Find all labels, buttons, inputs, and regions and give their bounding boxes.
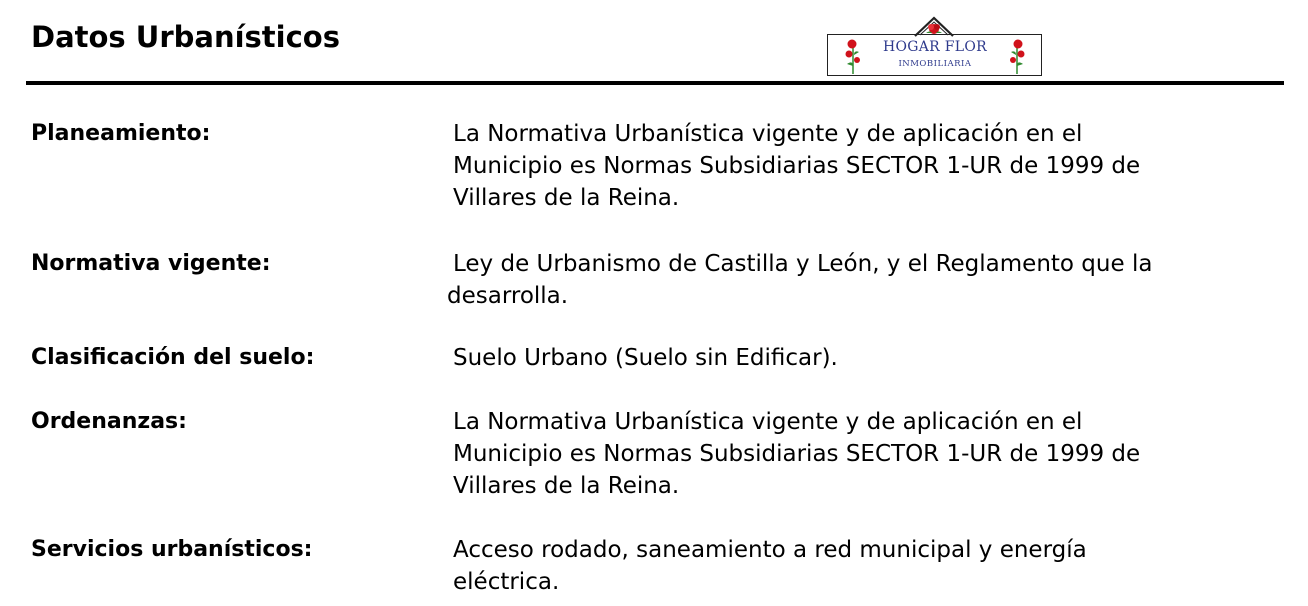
row-value: Ley de Urbanismo de Castilla y León, y el Reglamento que la desarrolla. — [447, 251, 1153, 309]
company-logo — [827, 14, 1043, 78]
row-label: Ordenanzas: — [31, 409, 187, 434]
logo-name: HOGAR FLOR — [882, 39, 987, 55]
row-value: Suelo Urbano (Suelo sin Edificar). — [453, 345, 838, 371]
row-label: Normativa vigente: — [31, 251, 271, 276]
row-value: La Normativa Urbanística vigente y de aplicación en el Municipio es Normas Subsidiarias SECTOR 1-UR de 1999 de Villares de la Reina. — [453, 121, 1141, 211]
header-divider — [26, 81, 1284, 85]
row-label: Planeamiento: — [31, 121, 211, 146]
row-label: Clasificación del suelo: — [31, 345, 315, 370]
logo-subtitle: INMOBILIARIA — [898, 59, 972, 69]
page-title: Datos Urbanísticos — [31, 20, 340, 54]
row-value: Acceso rodado, saneamiento a red municipal y energía eléctrica. — [453, 537, 1087, 595]
row-label: Servicios urbanísticos: — [31, 537, 313, 562]
row-value: La Normativa Urbanística vigente y de aplicación en el Municipio es Normas Subsidiarias SECTOR 1-UR de 1999 de Villares de la Reina. — [453, 409, 1141, 499]
